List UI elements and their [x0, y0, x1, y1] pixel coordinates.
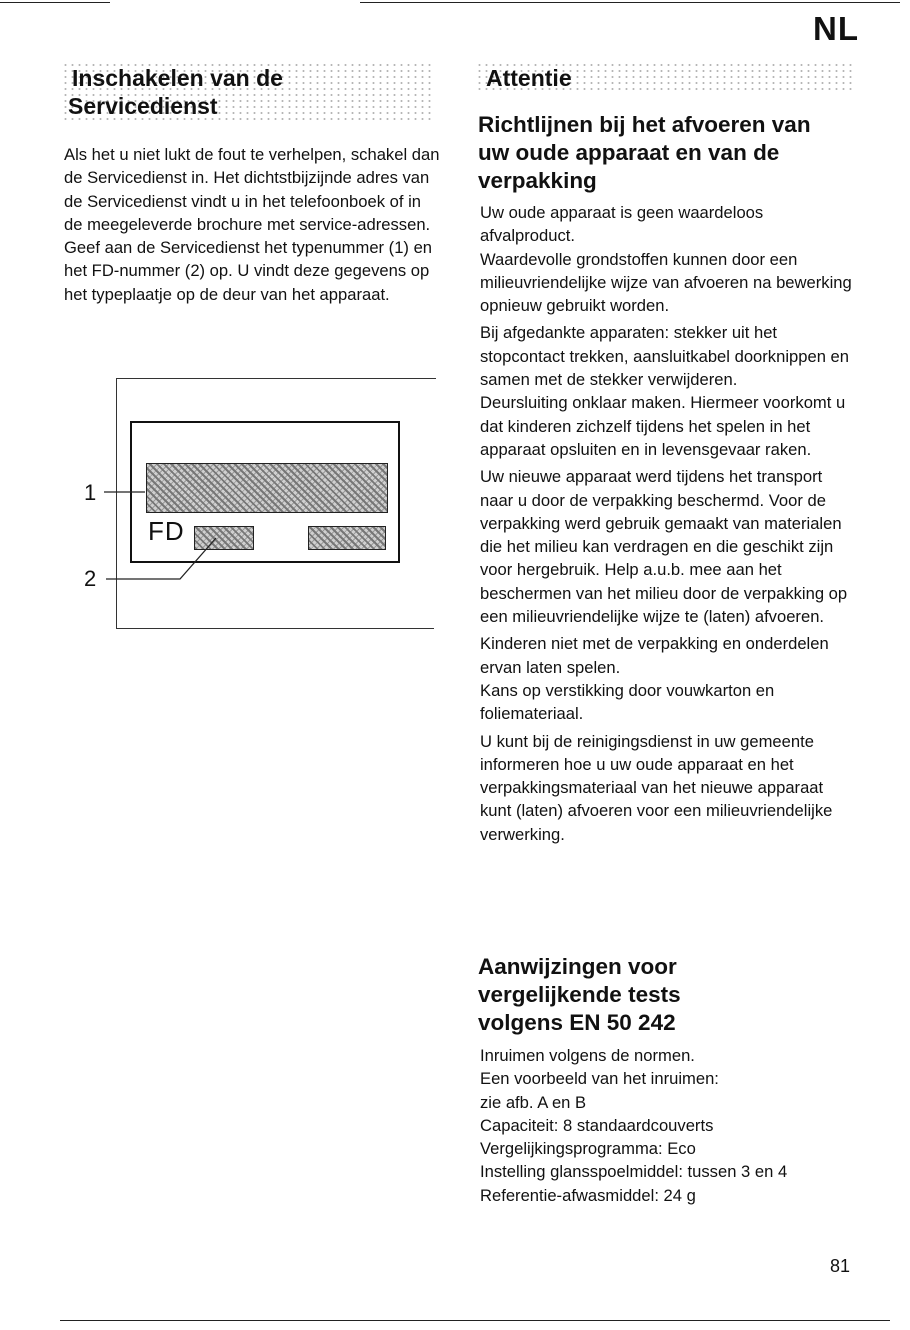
disposal-paragraph: Deursluiting onklaar maken. Hiermeer voorkomt u dat kinderen zichzelf tijdens het spelen in het apparaat opsluiten en in levensgevaar raken. — [480, 393, 846, 459]
disposal-paragraph: Uw nieuwe apparaat werd tijdens het transport naar u door de verpakking beschermd. Voor de verpakking werd gebruik gemaakt van materialen die het milieu kan verdragen en die geschikt zijn voor hergebruik. Help a.u.b. mee aan het beschermen van het milieu door de verpakking op een milieuvriendelijke wijze te (laten) afvoeren. — [480, 467, 848, 627]
service-title-line1: Inschakelen van de — [72, 65, 283, 91]
disposal-heading: Richtlijnen bij het afvoeren van uw oude apparaat en van de verpakking — [478, 112, 811, 193]
language-badge: NL — [813, 10, 859, 47]
tests-heading: Aanwijzingen voor vergelijkende tests volgens EN 50 242 — [478, 954, 681, 1035]
disposal-paragraph: Uw oude apparaat is geen waardeloos afvalproduct. — [480, 203, 764, 246]
tests-line: Capaciteit: 8 standaardcouverts — [480, 1115, 714, 1135]
tests-line: zie afb. A en B — [480, 1092, 587, 1112]
disposal-paragraph: Kans op verstikking door vouwkarton en foliemateriaal. — [480, 680, 775, 724]
tests-line: Vergelijkingsprogramma: Eco — [480, 1139, 696, 1159]
tests-line: Instelling glansspoelmiddel: tussen 3 en 4 — [480, 1162, 788, 1182]
disposal-paragraph: U kunt bij de reinigingsdienst in uw gemeente informeren hoe u uw oude apparaat en het verpakkingsmateriaal van het nieuwe apparaat kunt (laten) afvoeren voor een milieuvriendelijke verwerking. — [480, 731, 833, 844]
disposal-paragraph: Waardevolle grondstoffen kunnen door een milieuvriendelijke wijze van afvoeren na bewerking opnieuw gebruikt worden. — [480, 249, 852, 316]
tests-body — [480, 1044, 860, 1207]
tests-line: Een voorbeeld van het inruimen: — [480, 1069, 719, 1089]
figure-label-2: 2 — [84, 566, 97, 591]
service-body-text: Als het u niet lukt de fout te verhelpen, schakel dan de Servicedienst in. Het dichtstbijzijnde adres van de Servicedienst vindt u in het telefoonboek of in de meegeleverde brochure met service-adressen. Geef aan de Servicedienst het typenummer (1) en het FD-nummer (2) op. U vindt deze gegevens op het typeplaatje op de deur van het apparaat. — [64, 145, 440, 304]
tests-line: Referentie-afwasmiddel: 24 g — [480, 1185, 696, 1205]
tests-line: Inruimen volgens de normen. — [480, 1046, 695, 1065]
fd-label: FD — [148, 516, 185, 546]
disposal-paragraph: Kinderen niet met de verpakking en onderdelen ervan laten spelen. — [480, 634, 829, 677]
page-number: 81 — [830, 1256, 851, 1276]
disposal-paragraph: Bij afgedankte apparaten: stekker uit het stopcontact trekken, aansluitkabel doorknippen en samen met de stekker verwijderen. — [480, 323, 849, 390]
figure-label-1: 1 — [84, 480, 97, 505]
service-title-line2: Servicedienst — [68, 93, 218, 119]
disposal-body — [480, 201, 852, 850]
attentie-section-title: Attentie — [476, 62, 852, 94]
